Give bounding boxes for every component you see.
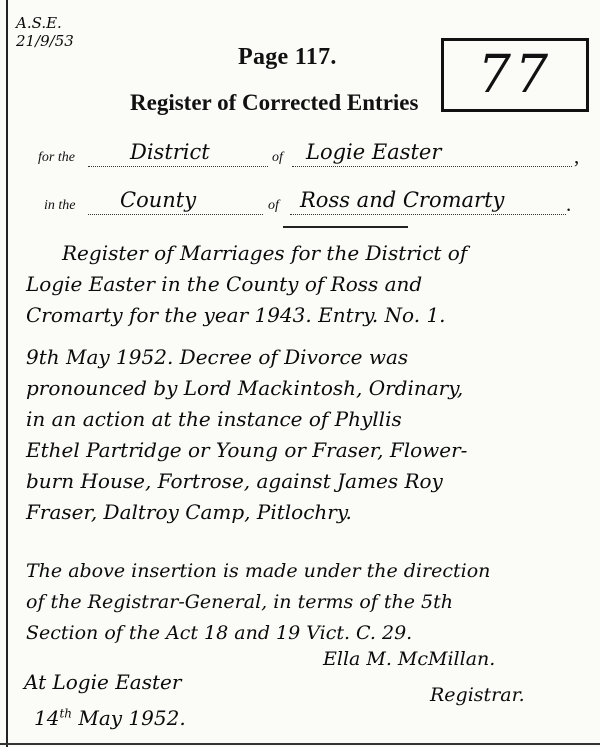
registration-date — [34, 706, 186, 730]
county-trail: . — [566, 192, 572, 216]
district-label-of: of — [272, 150, 283, 165]
reference-line-3: Cromarty for the year 1943. Entry. No. 1. — [26, 303, 446, 327]
authority-line-3: Section of the Act 18 and 19 Vict. C. 29. — [26, 622, 413, 644]
district-dotted-line — [88, 166, 268, 167]
county-label-in: in the — [44, 198, 76, 213]
district-row — [0, 140, 600, 172]
register-reference-text — [26, 238, 586, 331]
authority-line-2: of the Registrar-General, in terms of the 5th — [26, 591, 453, 613]
district-name: Logie Easter — [306, 140, 442, 164]
county-name-dotted-line — [290, 214, 566, 215]
decree-text — [26, 342, 586, 528]
entry-number: 77 — [477, 45, 553, 105]
district-trail: , — [574, 144, 580, 168]
decree-line-3: in an action at the instance of Phyllis — [26, 407, 402, 431]
registrar-title: Registrar. — [430, 684, 525, 706]
page-number: Page 117. — [238, 44, 337, 70]
district-unit: District — [130, 140, 210, 164]
authority-line-1: The above insertion is made under the direction — [26, 560, 491, 582]
decree-line-2: pronounced by Lord Mackintosh, Ordinary, — [26, 376, 464, 400]
section-divider — [283, 226, 408, 228]
registrar-signature: Ella M. McMillan. — [323, 648, 496, 670]
county-row — [0, 188, 600, 220]
reference-line-2: Logie Easter in the County of Ross and — [26, 272, 423, 296]
initials-date: 21/9/53 — [16, 32, 74, 50]
date-day: 14 — [34, 706, 60, 730]
date-suffix: th — [59, 706, 73, 721]
decree-line-6: Fraser, Daltroy Camp, Pitlochry. — [26, 500, 352, 524]
page-bottom-edge — [0, 743, 600, 745]
county-label-of: of — [268, 198, 279, 213]
county-dotted-line — [88, 214, 263, 215]
county-name: Ross and Cromarty — [300, 188, 505, 212]
date-rest: May 1952. — [78, 706, 186, 730]
reference-line-1: Register of Marriages for the District of — [62, 241, 468, 265]
page-left-edge — [6, 0, 8, 747]
decree-line-4: Ethel Partridge or Young or Fraser, Flower- — [26, 438, 468, 462]
entry-number-box — [441, 38, 589, 112]
county-unit: County — [120, 188, 197, 212]
decree-line-5: burn House, Fortrose, against James Roy — [26, 469, 443, 493]
registration-place: At Logie Easter — [24, 670, 182, 694]
initials-text: A.S.E. — [16, 14, 62, 32]
district-name-dotted-line — [292, 166, 572, 167]
authority-text — [26, 556, 586, 649]
margin-initials — [16, 14, 74, 50]
decree-line-1: 9th May 1952. Decree of Divorce was — [26, 345, 409, 369]
register-title: Register of Corrected Entries — [130, 90, 419, 115]
district-label-for: for the — [38, 150, 75, 165]
